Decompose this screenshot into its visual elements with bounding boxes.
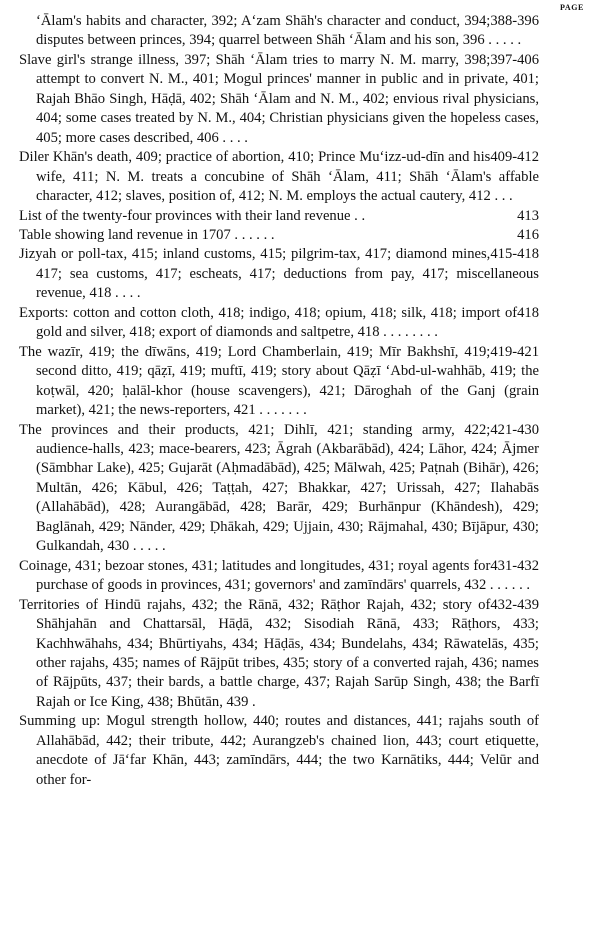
toc-page-range: 418 <box>517 304 539 321</box>
toc-entry <box>19 557 539 596</box>
toc-page-range: 416 <box>517 226 539 243</box>
toc-entry <box>19 148 539 206</box>
toc-page-range: 388-396 <box>490 13 539 29</box>
toc-entry <box>19 245 539 303</box>
toc-entry <box>19 51 539 148</box>
toc-entry <box>19 712 539 790</box>
toc-entry-text: Table showing land revenue in 1707 . . . . . . <box>19 226 275 243</box>
table-of-contents <box>19 12 539 790</box>
toc-page-range: 413 <box>517 207 539 224</box>
toc-page-range: 397-406 <box>490 51 539 68</box>
toc-entry-text: The provinces and their products, 421; Dihlī, 421; standing army, 422; audience-halls, 423; mace-bearers, 423; Āgrah (Akbarābād), 424; Lāhor, 424; Ājmer (Sāmbhar Lake), 425; Gujarāt (Aḥmadābād), 425; Mālwah, 425; Paṭnah (Bihār), 426; Multān, 426; Kābul, 426; Taṭṭah, 427; Bhakkar, 427; Urissah, 427; Ilahabās (Allahābād), 428; Aurangābād, 428; Barār, 429; Burhānpur (Khāndesh), 429; Baglānah, 429; Nānder, 429; Ḍhākah, 429; Ujjain, 430; Rājmahal, 430; Bījāpur, 430; Gulkandah, 430 . . . . . <box>19 421 539 555</box>
toc-page-range: 415-418 <box>490 246 539 263</box>
page-column-label: PAGE <box>559 3 584 12</box>
toc-entry-text: Slave girl's strange illness, 397; Shāh ʻĀlam tries to marry N. M. marry, 398; attempt to convert N. M., 401; Mogul princes' manner in public and in private, 401; Rajah Bhāo Singh, Hāḍā, 402; Shāh ʻĀlam and N. M., 402; envious rival physicians, 404; some cases treated by N. M., 404; Christian physicians given the hopeless cases, 405; more cases described, 406 . . . . <box>19 51 539 146</box>
toc-entry <box>19 207 539 226</box>
toc-page-range: 421-430 <box>490 421 539 438</box>
toc-entry-text: Exports: cotton and cotton cloth, 418; indigo, 418; opium, 418; silk, 418; import of gold and silver, 418; export of diamonds and saltpetre, 418 . . . . . . . . <box>19 304 518 341</box>
toc-page-range: 419-421 <box>490 343 539 360</box>
toc-entry <box>19 226 539 245</box>
toc-entry-text: Territories of Hindū rajahs, 432; the Rānā, 432; Rāṭhor Rajah, 432; story of Shāhjahān and Chattarsāl, Hāḍā, 432; Sisodiah Rānā, 433; Rāṭhors, 433; Kachhwāhahs, 434; Bhūrtiyahs, 434; Hāḍās, 434; Bundelahs, 434; Rāwatelās, 435; other rajahs, 435; names of Rājpūt tribes, 435; story of a converted rajah, 436; names of Rājpūts, 437; their bards, a battle charge, 437; Rajah Sarūp Singh, 438; the Barfī Rajah or Ice King, 438; Bhūtān, 439 . <box>19 596 539 710</box>
toc-entry-text: Jizyah or poll-tax, 415; inland customs, 415; pilgrim-tax, 417; diamond mines, 417; sea customs, 417; escheats, 417; deductions from pay, 417; miscellaneous revenue, 418 . . . . <box>19 246 539 302</box>
toc-page-range: 409-412 <box>490 149 539 166</box>
toc-page-range: 431-432 <box>490 557 539 574</box>
toc-page-range: 432-439 <box>490 596 539 613</box>
toc-entry-text: ʻĀlam's habits and character, 392; Aʻzam Shāh's character and conduct, 394; disputes between princes, 394; quarrel between Shāh ʻĀlam and his son, 396 . . . . . <box>36 13 522 49</box>
toc-entry-text: Summing up: Mogul strength hollow, 440; routes and distances, 441; rajahs south of Allahābād, 442; their tribute, 442; Aurangzeb's chained lion, 443; court etiquette, anecdote of Jāʻfar Khān, 443; zamīndārs, 444; the two Karnātiks, 444; Velūr and other for- <box>19 713 539 788</box>
toc-entry-text: The wazīr, 419; the dīwāns, 419; Lord Chamberlain, 419; Mīr Bakhshī, 419; second ditto, 419; qāẓī, 419; muftī, 419; story about Qāẓī ʻAbd-ul-wahhāb, 419; the koṭwāl, 420; ḥalāl-khor (house scavengers), 421; Dāroghah of the Ganj (grain market), 421; the news-reporters, 421 . . . . . . . <box>19 343 539 419</box>
toc-entry <box>19 596 539 713</box>
toc-entry <box>19 12 539 51</box>
toc-entry <box>19 343 539 421</box>
toc-entry-text: Diler Khān's death, 409; practice of abortion, 410; Prince Muʻizz-ud-dīn and his wife, 411; N. M. treats a concubine of Shāh ʻĀlam, 411; Shāh ʻĀlam's affable character, 412; slaves, position of, 412; N. M. employs the actual cautery, 412 . . . <box>19 149 539 205</box>
toc-entry <box>19 421 539 557</box>
toc-entry <box>19 304 539 343</box>
toc-entry-text: List of the twenty-four provinces with their land revenue . . <box>19 207 366 224</box>
toc-entry-text: Coinage, 431; bezoar stones, 431; latitudes and longitudes, 431; royal agents for purchase of goods in provinces, 431; governors' and zamīndārs' quarrels, 432 . . . . . . <box>19 557 531 594</box>
